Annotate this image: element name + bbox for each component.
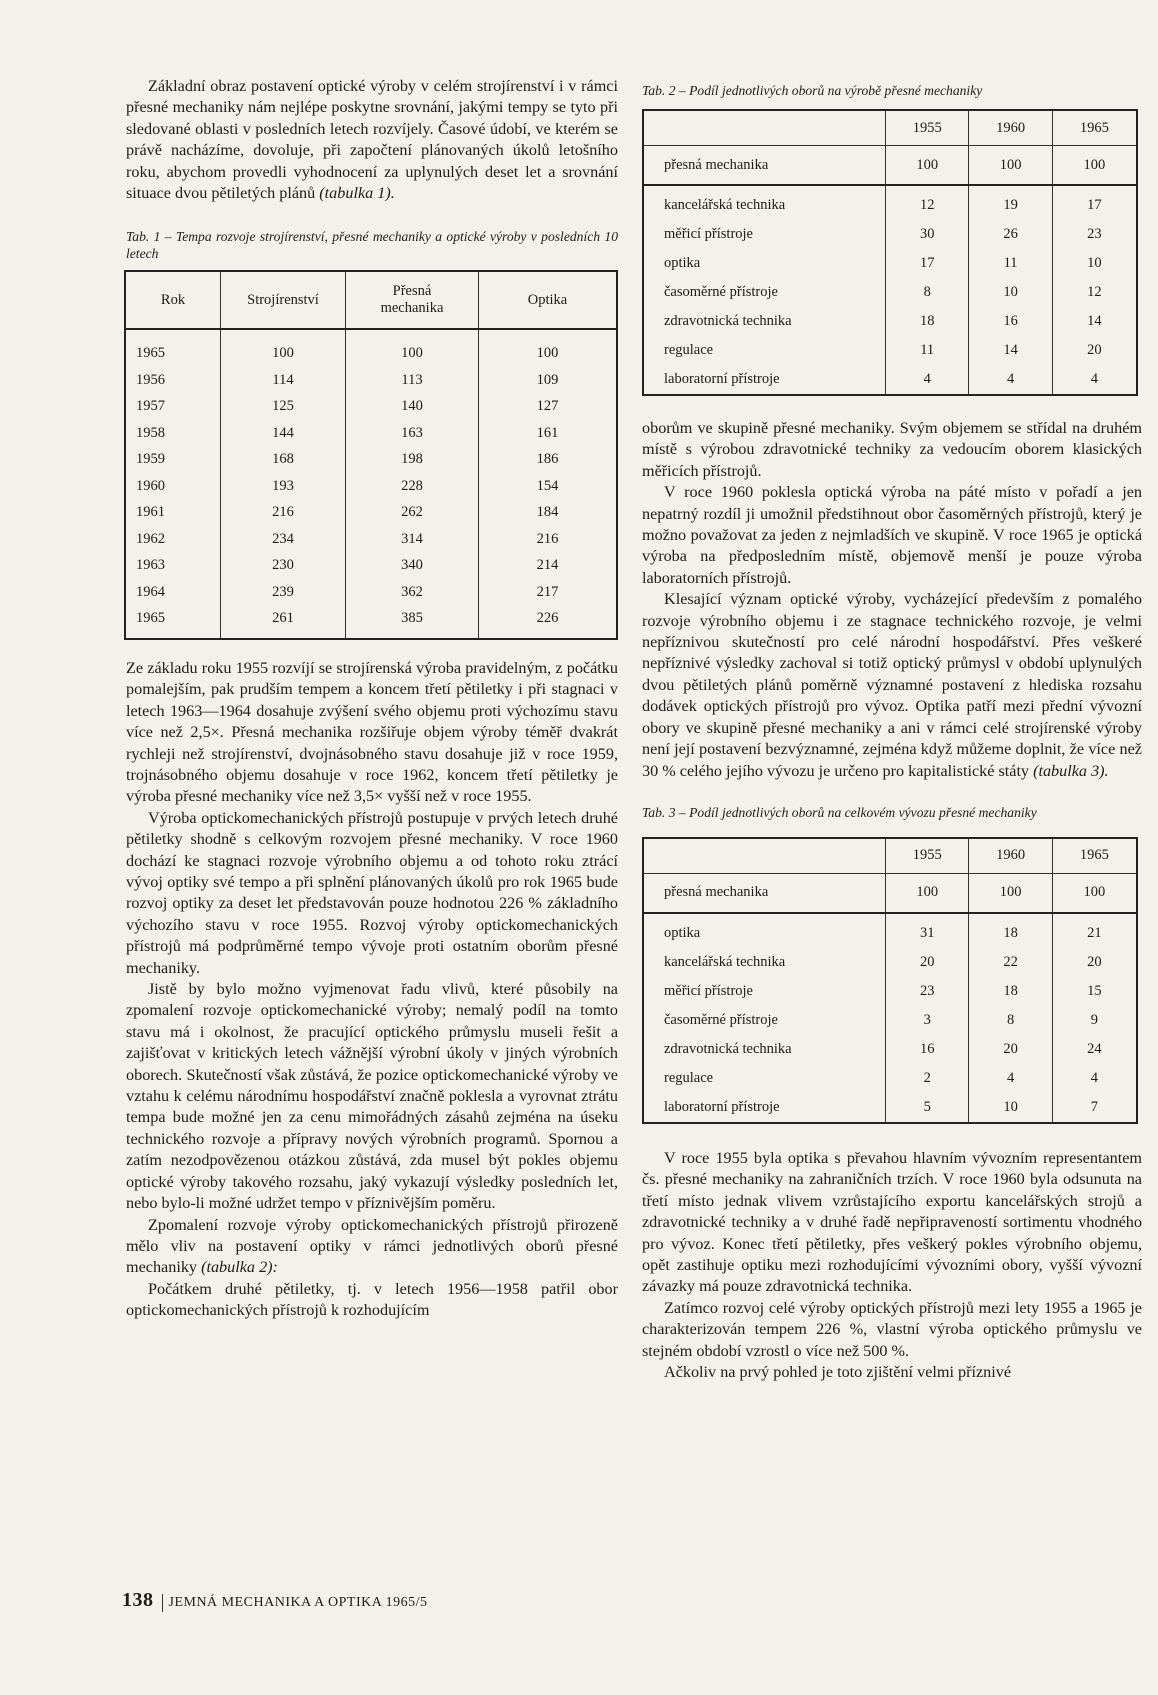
table-row — [643, 1035, 1137, 1064]
table-cell: kancelářská technika — [664, 197, 786, 213]
table-cell: 100 — [221, 329, 346, 367]
table-cell: 11 — [886, 336, 969, 365]
table-cell: 23 — [1052, 220, 1137, 249]
table-cell: laboratorní přístroje — [664, 1098, 780, 1115]
table-cell: 127 — [536, 398, 559, 415]
table-cell: 1963 — [125, 552, 221, 579]
paragraph: V roce 1955 byla optika s převahou hlavním vývozním representantem čs. přesné mechaniky na zahraničních trzích. V roce 1960 byla odsunuta na třetí místo jednak vlivem vzrůstajícího exportu kancelářských strojů a zdravotnické techniky a v druhé řadě nepřipraveností sortimentu vhodného pro vývoz. Konec třetí pětiletky, přes veškerý pokles výrobního objemu, opět zastihuje optiku mezi rozhodujícími vývozními obory, vyšší vývozní závazky má pouze zdravotnická technika. — [642, 1148, 1142, 1296]
table-cell: 4 — [969, 1064, 1052, 1093]
table-cell: měřicí přístroje — [664, 982, 753, 999]
table-cell: 22 — [969, 948, 1052, 977]
table-row-total — [643, 146, 1137, 186]
table-cell: 1958 — [125, 420, 221, 447]
table-cell: 163 — [346, 420, 479, 447]
table-cell: 1956 — [125, 367, 221, 394]
table-cell: 12 — [886, 185, 969, 220]
table-cell: 362 — [346, 579, 479, 606]
table-row — [643, 249, 1137, 278]
table-cell: 20 — [1052, 336, 1137, 365]
table-2 — [642, 109, 1138, 396]
table-cell: 228 — [346, 473, 479, 500]
table-row — [643, 1006, 1137, 1035]
table-cell: 161 — [536, 424, 559, 441]
table-3 — [642, 837, 1138, 1124]
table-row — [643, 307, 1137, 336]
table-cell: časoměrné přístroje — [664, 1011, 778, 1028]
table-row — [643, 336, 1137, 365]
table-cell: 3 — [886, 1006, 969, 1035]
table-cell: 114 — [221, 367, 346, 394]
table-cell: 214 — [536, 557, 559, 574]
table-cell: 314 — [346, 526, 479, 553]
table-cell: 24 — [1052, 1035, 1137, 1064]
table-cell: 100 — [969, 146, 1052, 186]
table-row — [125, 526, 617, 553]
table-cell: 4 — [1052, 1064, 1137, 1093]
table-header: 1955 — [886, 110, 969, 146]
table-header: 1965 — [1052, 838, 1137, 874]
table-cell: 234 — [221, 526, 346, 553]
table-cell: 16 — [969, 307, 1052, 336]
table-cell: 14 — [969, 336, 1052, 365]
table-cell: 186 — [536, 451, 559, 468]
table-cell: 17 — [886, 249, 969, 278]
table-3-caption: Tab. 3 – Podíl jednotlivých oborů na celkovém vývozu přesné mechaniky — [642, 804, 1037, 820]
table-cell: 16 — [886, 1035, 969, 1064]
table-cell: 4 — [886, 365, 969, 395]
table-cell: 100 — [1052, 873, 1137, 913]
table-row — [125, 605, 617, 639]
table-cell: zdravotnická technika — [664, 313, 792, 329]
table-cell: 18 — [886, 307, 969, 336]
table-cell: 30 — [886, 220, 969, 249]
table-cell: 12 — [1052, 278, 1137, 307]
table-row — [643, 1064, 1137, 1093]
table-cell: 17 — [1052, 185, 1137, 220]
table-cell: 20 — [969, 1035, 1052, 1064]
paragraph: V roce 1960 poklesla optická výroba na páté místo v pořadí a jen nepatrný rozdíl ji umožnil předstihnout obor časoměrných přístrojů, který je možno považovat za jeden z nejmladších ve skupině. V roce 1965 je optická výroba na předposledním místě, objemově menší je pouze výroba laboratorních přístrojů. — [642, 483, 1142, 587]
table-cell: 261 — [221, 605, 346, 639]
table-row — [643, 365, 1137, 395]
paragraph: Klesající význam optické výroby, vycházející především z pomalého rozvoje výrobního objemu i ze stagnace technického rozvoje, je velmi nepříznivou skutečností pro celé národní hospodářství. Přes veškeré nepříznivé výsledky zachoval si totiž optický průmysl v období uplynulých dvou pětiletých plánů poměrně významné postavení z hlediska rozsahu dodávek optických přístrojů pro vývoz. Optika patří mezi přední vývozní obory ve skupině přesné mechaniky a ani v rámci celé strojírenské výroby není její postavení bezvýznamné, zejména když můžeme doplnit, že více než 30 % celého jejího vývozu je určeno pro kapitalistické státy (tabulka 3). — [642, 590, 1142, 780]
table-cell: 230 — [221, 552, 346, 579]
table-cell: přesná mechanika — [643, 873, 886, 913]
table-row — [643, 977, 1137, 1006]
table-row — [643, 185, 1137, 220]
table-cell: 154 — [536, 477, 559, 494]
table-header: 1955 — [886, 838, 969, 874]
table-cell: 14 — [1052, 307, 1137, 336]
table-cell: 19 — [969, 185, 1052, 220]
table-cell: 2 — [886, 1064, 969, 1093]
table-cell: 193 — [221, 473, 346, 500]
table-cell: 140 — [346, 393, 479, 420]
table-cell: 100 — [886, 873, 969, 913]
table-cell: 7 — [1052, 1093, 1137, 1123]
table-row — [125, 552, 617, 579]
table-header: Strojírenství — [221, 271, 346, 329]
divider — [162, 1594, 163, 1612]
table-header: Přesná mechanika — [346, 271, 479, 329]
paragraph: Základní obraz postavení optické výroby v celém strojírenství i v rámci přesné mechaniky nám nejlépe poskytne srovnání, jakými tempy se tyto při sledované oblasti v posledních letech rozvíjely. Časové údobí, ve kterém se právě nacházíme, dovoluje, při započtení plánovaných úkolů letošního roku, abychom provedli vyhodnocení za uplynulých deset let a srovnání situace dvou pětiletých plánů (tabulka 1). — [126, 77, 618, 203]
table-cell: 20 — [886, 948, 969, 977]
table-cell: 262 — [346, 499, 479, 526]
table-cell: 100 — [1052, 146, 1137, 186]
table-cell: 168 — [221, 446, 346, 473]
table-1 — [124, 270, 618, 640]
table-cell: 226 — [536, 610, 559, 627]
left-column — [126, 76, 618, 1322]
table-row — [125, 420, 617, 447]
page-number: 138 — [122, 1589, 154, 1611]
paragraph: Zpomalení rozvoje výroby optickomechanických přístrojů přirozeně mělo vliv na postavení optiky v rámci jednotlivých oborů přesné mechaniky (tabulka 2): — [126, 1215, 618, 1277]
paragraph: Ze základu roku 1955 rozvíjí se strojírenská výroba pravidelným, z počátku pomalejším, pak prudším tempem a koncem třetí pětiletky i při stagnaci v letech 1963—1964 dosahuje zvýšení svého objemu proti výchozímu stavu více než 2,5×. Přesná mechanika rozšiřuje objem výroby téměř dvakrát rychleji než strojírenství, dvojnásobného stavu dosahuje již v roce 1959, trojnásobného objemu dosahuje v roce 1962, koncem třetí pětiletky je výroba přesné mechaniky více než 3,5× vyšší než v roce 1955. — [126, 658, 618, 806]
table-2-caption: Tab. 2 – Podíl jednotlivých oborů na výrobě přesné mechaniky — [642, 83, 983, 98]
table-cell: 1960 — [125, 473, 221, 500]
table-row — [643, 1093, 1137, 1123]
table-cell: optika — [664, 924, 701, 941]
table-cell: 1959 — [125, 446, 221, 473]
table-cell: 15 — [1052, 977, 1137, 1006]
table-cell: 18 — [969, 913, 1052, 948]
table-row — [125, 367, 617, 394]
table-row — [125, 499, 617, 526]
table-row — [643, 948, 1137, 977]
table-cell: 109 — [536, 371, 559, 388]
table-row — [125, 473, 617, 500]
page-footer — [122, 1589, 427, 1612]
table-row — [643, 220, 1137, 249]
table-cell: 4 — [1052, 365, 1137, 395]
table-cell: 18 — [969, 977, 1052, 1006]
table-cell: 217 — [536, 583, 559, 600]
table-cell: 31 — [886, 913, 969, 948]
table-row — [125, 329, 617, 367]
table-1-caption: Tab. 1 – Tempa rozvoje strojírenství, přesné mechaniky a optické výroby v posledních 10 letech — [126, 229, 618, 262]
table-cell: 100 — [346, 329, 479, 367]
right-column — [642, 82, 1142, 1383]
table-cell: regulace — [664, 1069, 714, 1086]
table-cell: zdravotnická technika — [664, 1040, 792, 1057]
table-header: 1965 — [1052, 110, 1137, 146]
table-row-total — [643, 873, 1137, 913]
table-row — [125, 579, 617, 606]
table-header: Rok — [125, 271, 221, 329]
table-cell: 8 — [886, 278, 969, 307]
table-header: 1960 — [969, 110, 1052, 146]
table-cell: 184 — [536, 504, 559, 521]
table-cell: 21 — [1052, 913, 1137, 948]
table-header: Optika — [479, 271, 618, 329]
paragraph: Zatímco rozvoj celé výroby optických přístrojů mezi lety 1955 a 1965 je charakterizován tempem 226 %, vlastní výroba optického průmyslu ve stejném období vzrostl o více než 500 %. — [642, 1298, 1142, 1360]
table-cell: 385 — [346, 605, 479, 639]
table-cell: 125 — [221, 393, 346, 420]
table-cell: 144 — [221, 420, 346, 447]
table-cell: 9 — [1052, 1006, 1137, 1035]
table-cell: přesná mechanika — [643, 146, 886, 186]
paragraph: Výroba optickomechanických přístrojů postupuje v prvých letech druhé pětiletky shodně s celkovým rozvojem přesné mechaniky. V roce 1960 dochází ke stagnaci rozvoje výrobního objemu a od tohoto roku ztrácí vývoj optiky své tempo a při splnění plánovaných úkolů pro rok 1965 bude rozvoj optiky za deset let představován pouze hodnotou 226 % základního výchozího stavu v roce 1955. Rozvoj výroby optickomechanických přístrojů má podprůměrné tempo vývoje proti ostatním oborům přesné mechaniky. — [126, 808, 618, 977]
table-cell: 10 — [969, 1093, 1052, 1123]
table-cell: 26 — [969, 220, 1052, 249]
table-cell: 1965 — [125, 329, 221, 367]
table-cell: kancelářská technika — [664, 953, 786, 970]
table-row — [643, 278, 1137, 307]
table-cell: 340 — [346, 552, 479, 579]
table-cell: 23 — [886, 977, 969, 1006]
table-cell: 5 — [886, 1093, 969, 1123]
paragraph: Jistě by bylo možno vyjmenovat řadu vlivů, které působily na zpomalení rozvoje optickomechanické výroby; nemalý podíl na tomto stavu má i okolnost, že pracující optického průmyslu museli řešit a zajišťovat v kritických letech vážnější výrobní úkoly v jiných výrobních oborech. Skutečností však zůstává, že pozice optickomechanické výroby ve vztahu k celému národnímu hospodářství značně poklesla a vyrovnat ztrátu tempa bude možné jen za cenu mimořádných zásahů zejména na úseku technického rozvoje a přípravy nových výrobních programů. Spornou a zatím nezodpovězenou otázkou zůstává, zda musel být pokles objemu optické výroby takového rozsahu, jaký vykazují výsledky posledních let, nebo bylo-li možné udržet tempo v příznivějším poměru. — [126, 980, 618, 1213]
table-header: 1960 — [969, 838, 1052, 874]
table-cell: 216 — [221, 499, 346, 526]
table-cell: optika — [664, 255, 701, 271]
table-cell: 198 — [346, 446, 479, 473]
table-cell: 11 — [969, 249, 1052, 278]
journal-title: JEMNÁ MECHANIKA A OPTIKA 1965/5 — [168, 1595, 428, 1610]
table-cell: 1965 — [125, 605, 221, 639]
table-cell: 4 — [969, 365, 1052, 395]
paragraph: Počátkem druhé pětiletky, tj. v letech 1956—1958 patřil obor optickomechanických přístrojů k rozhodujícím — [126, 1279, 618, 1320]
table-cell: 1957 — [125, 393, 221, 420]
table-cell: 1964 — [125, 579, 221, 606]
table-cell: laboratorní přístroje — [664, 371, 780, 387]
table-cell: časoměrné přístroje — [664, 284, 778, 300]
paragraph: Ačkoliv na prvý pohled je toto zjištění velmi příznivé — [664, 1362, 1012, 1381]
table-cell: měřicí přístroje — [664, 226, 753, 242]
paragraph: oborům ve skupině přesné mechaniky. Svým objemem se střídal na druhém místě s výrobou zdravotnické techniky za vedoucím oborem klasických měřicích přístrojů. — [642, 419, 1142, 480]
table-cell: 10 — [969, 278, 1052, 307]
table-cell: 1962 — [125, 526, 221, 553]
table-cell: 100 — [969, 873, 1052, 913]
table-cell: 20 — [1052, 948, 1137, 977]
table-cell: regulace — [664, 342, 714, 358]
table-cell: 100 — [536, 345, 559, 362]
table-row — [643, 913, 1137, 948]
table-cell: 10 — [1052, 249, 1137, 278]
table-row — [125, 393, 617, 420]
table-cell: 8 — [969, 1006, 1052, 1035]
table-cell: 216 — [536, 530, 559, 547]
table-cell: 113 — [346, 367, 479, 394]
table-cell: 1961 — [125, 499, 221, 526]
table-cell: 239 — [221, 579, 346, 606]
table-cell: 100 — [886, 146, 969, 186]
table-row — [125, 446, 617, 473]
